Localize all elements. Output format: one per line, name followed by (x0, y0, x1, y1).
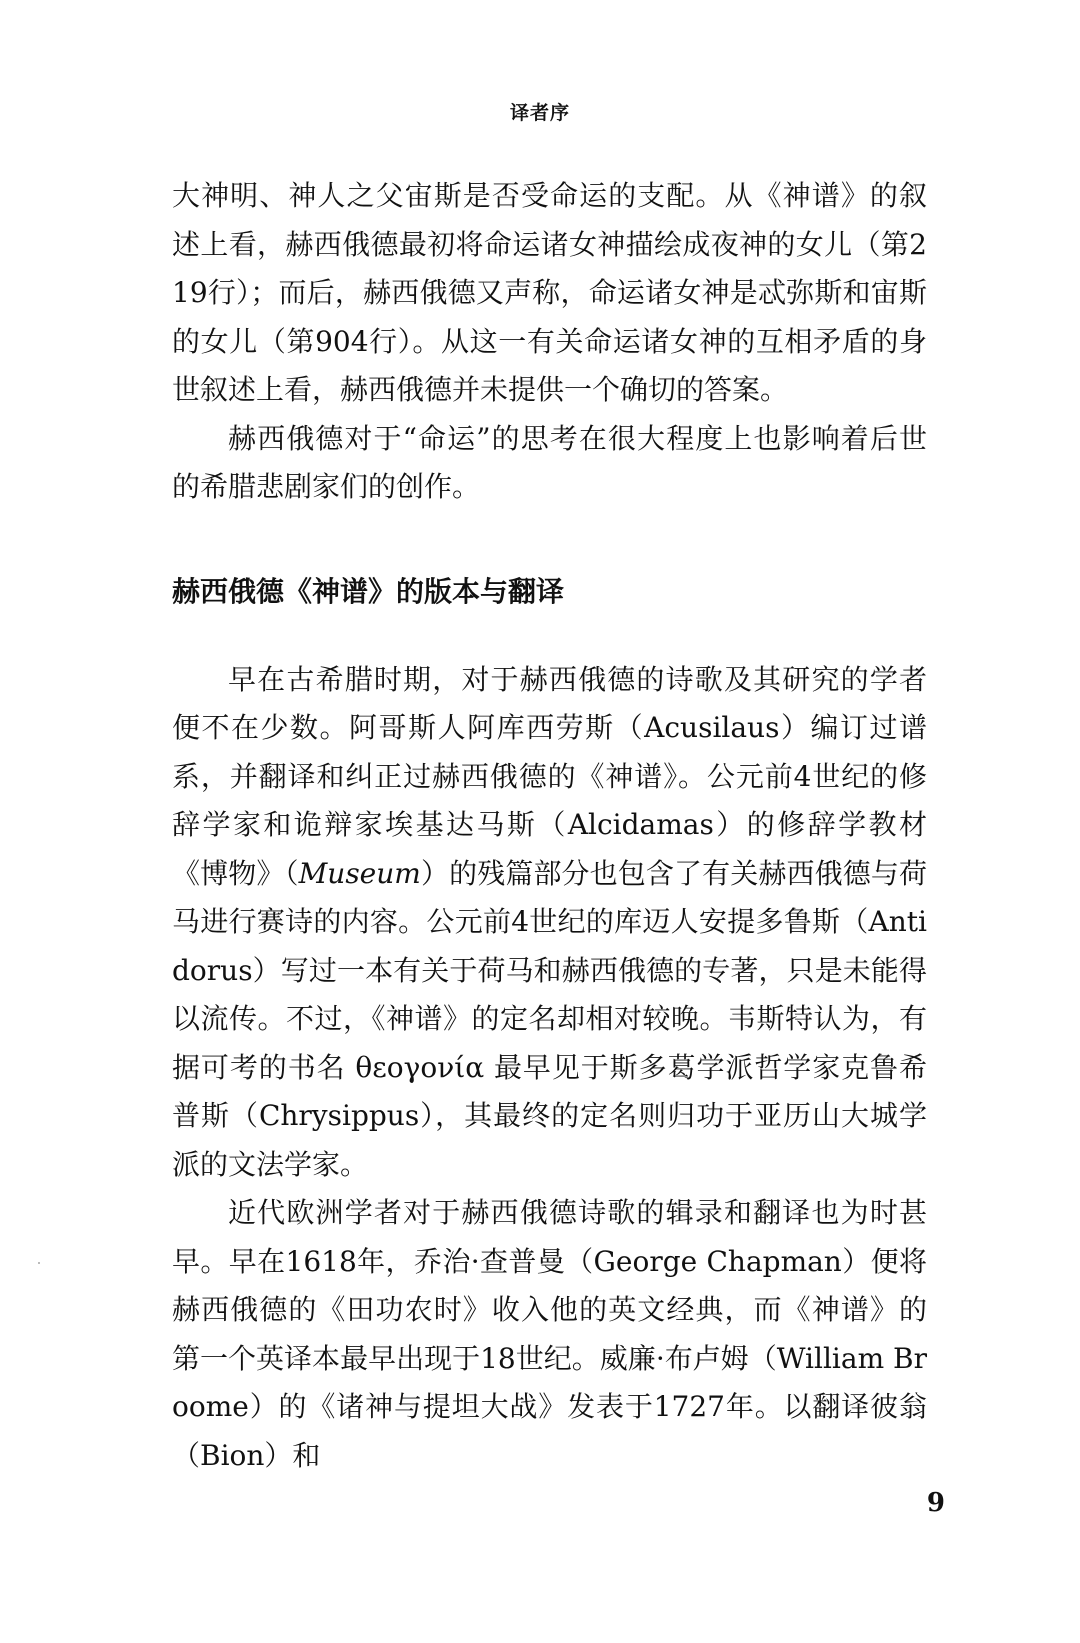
paragraph-ancient-scholarship (172, 656, 927, 1190)
paragraph-text-segment: 早在古希腊时期，对于赫西俄德的诗歌及其研究的学者便不在少数。阿哥斯人阿库西劳斯（Acusilaus）编订过谱系，并翻译和纠正过赫西俄德的《神谱》。公元前4世纪的修辞学家和诡辩家埃基达马斯（Alcidamas）的修辞学教材《博物》（ (172, 662, 927, 890)
paragraph-text-segment: ）的残篇部分也包含了有关赫西俄德与荷马进行赛诗的内容。公元前4世纪的库迈人安提多鲁斯（Antidorus）写过一本有关于荷马和赫西俄德的专著，只是未能得以流传。不过，《神谱》的定名却相对较晚。韦斯特认为，有据可考的书名 θεογονία 最早见于斯多葛学派哲学家克鲁希普斯（Chrysippus），其最终的定名则归功于亚历山大城学派的文法学家。 (172, 856, 927, 1181)
page-number: 9 (926, 1488, 945, 1518)
paragraph-fate-tragedians: 赫西俄德对于“命运”的思考在很大程度上也影响着后世的希腊悲剧家们的创作。 (172, 421, 927, 503)
scan-speck (38, 1262, 40, 1264)
page-body (172, 172, 927, 1480)
paragraph-modern-translations: 近代欧洲学者对于赫西俄德诗歌的辑录和翻译也为时甚早。早在1618年，乔治·查普曼（George Chapman）便将赫西俄德的《田功农时》收入他的英文经典，而《神谱》的第一个英译本最早出现于18世纪。威廉·布卢姆（William Broome）的《诸神与提坦大战》发表于1727年。以翻译彼翁（Bion）和 (172, 1196, 927, 1472)
section-heading-editions: 赫西俄德《神谱》的版本与翻译 (172, 574, 565, 608)
paragraph-fate-continuation: 大神明、神人之父宙斯是否受命运的支配。从《神谱》的叙述上看，赫西俄德最初将命运诸女神描绘成夜神的女儿（第219行）；而后，赫西俄德又声称，命运诸女神是忒弥斯和宙斯的女儿（第904行）。从这一有关命运诸女神的互相矛盾的身世叙述上看，赫西俄德并未提供一个确切的答案。 (172, 179, 927, 406)
museum-title-italic: Museum (298, 856, 421, 890)
running-head-title: 译者序 (509, 102, 570, 124)
